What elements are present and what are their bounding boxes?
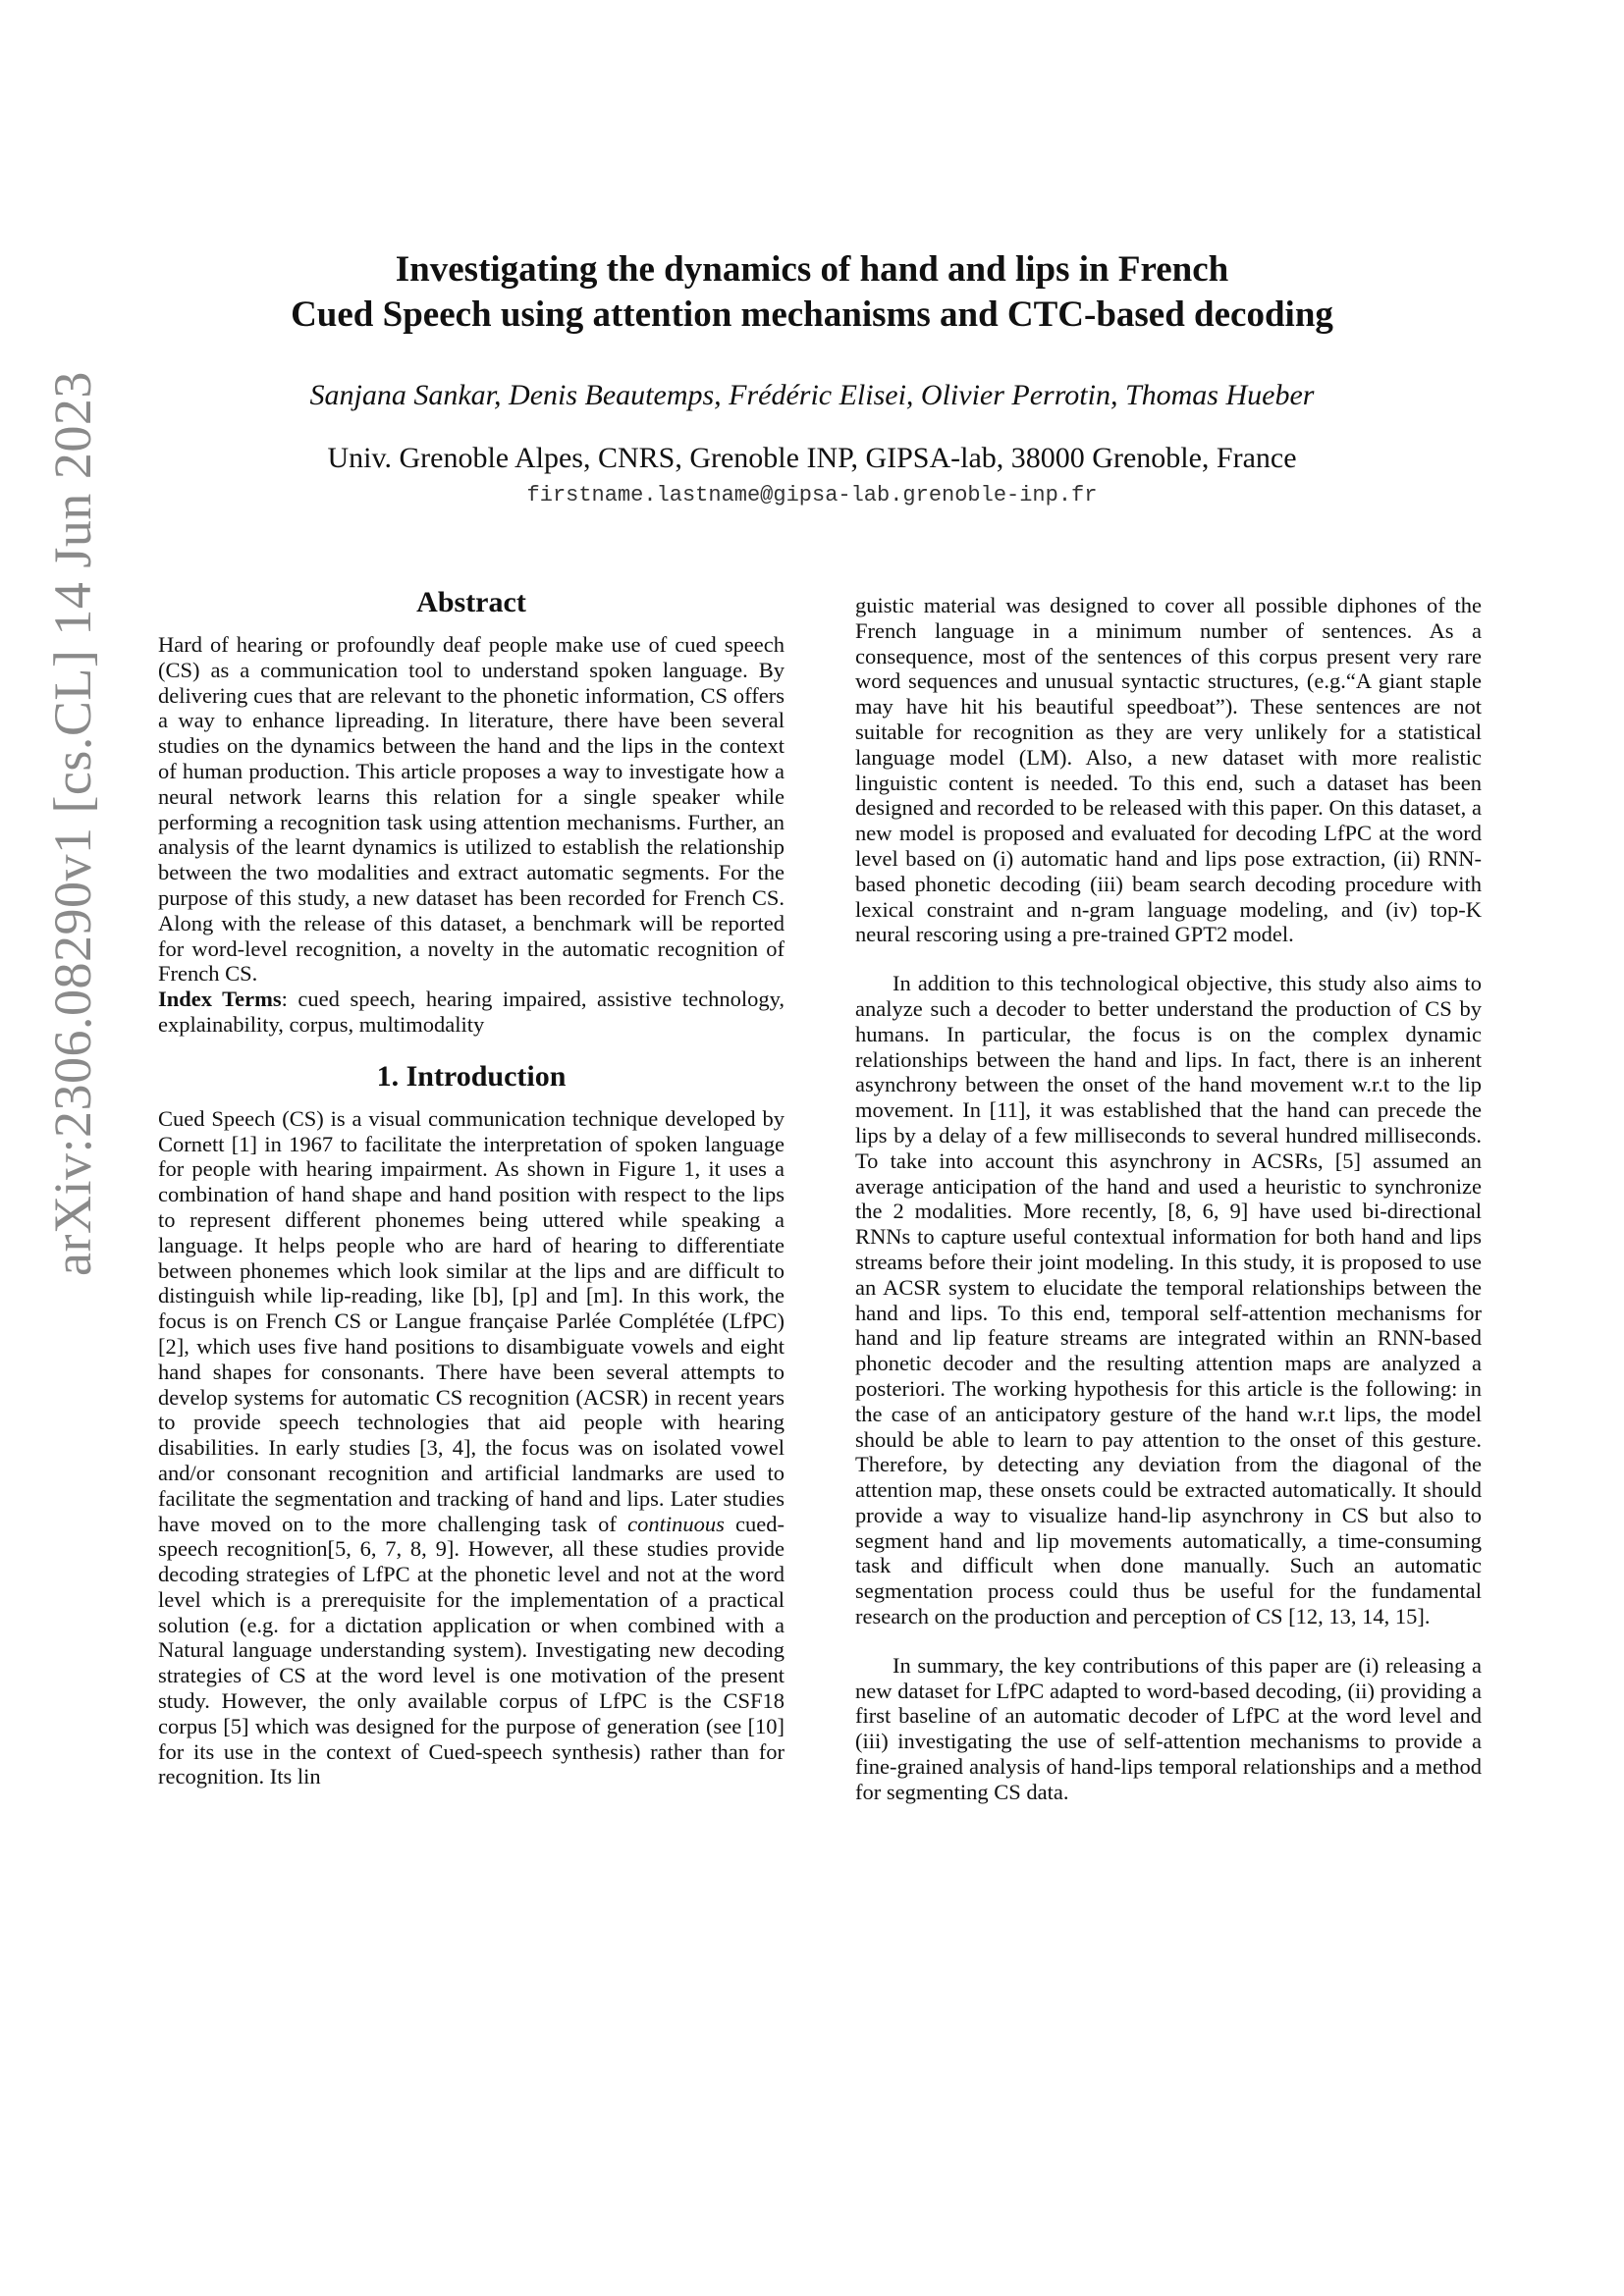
index-terms-list: : cued speech, hearing impaired, assistive technology, explainability, corpus, multimodality <box>158 987 785 1037</box>
intro-paragraph-2: In addition to this technological objective, this study also aims to analyze such a decoder to better understand the production of CS by humans. In particular, the focus is on the complex dynamic relationships between the hand and lips. In fact, there is an inherent asynchrony between the onset of the hand movement w.r.t to the lip movement. In [11], it was established that the hand can precede the lips by a delay of a few milliseconds to several hundred milliseconds. To take into account this asynchrony in ACSRs, [5] assumed an average anticipation of the hand and used a heuristic to synchronize the 2 modalities. More recently, [8, 6, 9] have used bi-directional RNNs to capture useful contextual information for both hand and lips streams before their joint modeling. In this study, it is proposed to use an ACSR system to elucidate the temporal relationships between the hand and lips. To this end, temporal self-attention mechanisms for hand and lip feature streams are integrated within an RNN-based phonetic decoder and the resulting attention maps are analyzed a posteriori. The working hypothesis for this article is the following: in the case of an anticipatory gesture of the hand w.r.t lips, the model should be able to learn to pay attention to the onset of this gesture. Therefore, by detecting any deviation from the diagonal of the attention map, these onsets could be extracted automatically. It should provide a way to visualize hand-lip asynchrony in CS but also to segment hand and lip movements automatically, a time-consuming task and difficult when done manually. Such an automatic segmentation process could thus be useful for the fundamental research on the production and perception of CS [12, 13, 14, 15]. <box>855 971 1482 1629</box>
author-list: Sanjana Sankar, Denis Beautemps, Frédéric Elisei, Olivier Perrotin, Thomas Hueber <box>309 379 1315 411</box>
abstract-text: Hard of hearing or profoundly deaf people make use of cued speech (CS) as a communication tool to understand spoken language. By delivering cues that are relevant to the phonetic information, CS offers a way to enhance lipreading. In literature, there have been several studies on the dynamics between the hand and the lips in the context of human production. This article proposes a way to investigate how a neural network learns this relation for a single speaker while performing a recognition task using attention mechanisms. Further, an analysis of the learnt dynamics is utilized to establish the relationship between the two modalities and extract automatic segments. For the purpose of this study, a new dataset has been recorded for French CS. Along with the release of this dataset, a benchmark will be reported for word-level recognition, a novelty in the automatic recognition of French CS. <box>158 632 785 987</box>
title-line-1: Investigating the dynamics of hand and lips in French <box>395 249 1229 290</box>
intro-p1-emphasis: continuous <box>627 1511 725 1536</box>
title-line-2: Cued Speech using attention mechanisms and CTC-based decoding <box>291 294 1333 335</box>
index-terms-label: Index Terms <box>158 987 282 1012</box>
paper-header <box>147 247 1477 509</box>
intro-p1-part-b: cued-speech recognition[5, 6, 7, 8, 9]. However, all these studies provide decoding strategies of LfPC at the phonetic level and not at the word level which is a prerequisite for the implementation of a practical solution (e.g. for a dictation application or when combined with a Natural language understanding system). Investigating new decoding strategies of CS at the word level is one motivation of the present study. However, the only available corpus of LfPC is the CSF18 corpus [5] which was designed for the purpose of generation (see [10] for its use in the context of Cued-speech synthesis) rather than for recognition. Its lin <box>158 1511 785 1789</box>
abstract-heading: Abstract <box>416 586 526 618</box>
intro-paragraph-3: In summary, the key contributions of this paper are (i) releasing a new dataset for LfPC adapted to word-based decoding, (ii) providing a first baseline of an automatic decoder of LfPC at the word level and (iii) investigating the use of self-attention mechanisms to provide a fine-grained analysis of hand-lips temporal relationships and a method for segmenting CS data. <box>855 1652 1482 1804</box>
affiliation: Univ. Grenoble Alpes, CNRS, Grenoble INP, GIPSA-lab, 38000 Grenoble, France <box>327 442 1297 474</box>
paper-title <box>147 247 1477 338</box>
left-column <box>158 585 785 1789</box>
arxiv-identifier: arXiv:2306.08290v1 [cs.CL] 14 Jun 2023 <box>43 371 102 1276</box>
intro-paragraph-1-continued: guistic material was designed to cover all possible diphones of the French language in a minimum number of sentences. As a consequence, most of the sentences of this corpus present very rare word sequences and unusual syntactic structures, (e.g.“A giant staple may have hit his beautiful speedboat”). These sentences are not suitable for recognition as they are very unlikely for a statistical language model (LM). Also, a new dataset with more realistic linguistic content is needed. To this end, such a dataset has been designed and recorded to be released with this paper. On this dataset, a new model is proposed and evaluated for decoding LfPC at the word level based on (i) automatic hand and lips pose extraction, (ii) RNN-based phonetic decoding (iii) beam search decoding procedure with lexical constraint and n-gram language modeling, and (iv) top-K neural rescoring using a pre-trained GPT2 model. <box>855 593 1482 947</box>
introduction-heading: 1. Introduction <box>376 1059 567 1093</box>
index-terms <box>158 987 785 1038</box>
contact-email: firstname.lastname@gipsa-lab.grenoble-inp.fr <box>526 483 1098 507</box>
right-column <box>855 593 1482 1805</box>
intro-paragraph-1 <box>158 1106 785 1790</box>
intro-p1-part-a: Cued Speech (CS) is a visual communication technique developed by Cornett [1] in 1967 to facilitate the interpretation of spoken language for people with hearing impairment. As shown in Figure 1, it uses a combination of hand shape and hand position with respect to the lips to represent different phonemes being uttered while speaking a language. It helps people who are hard of hearing to differentiate between phonemes which look similar at the lips and are difficult to distinguish while lip-reading, like [b], [p] and [m]. In this work, the focus is on French CS or Langue française Parlée Complétée (LfPC) [2], which uses five hand positions to disambiguate vowels and eight hand shapes for consonants. There have been several attempts to develop systems for automatic CS recognition (ACSR) in recent years to provide speech technologies that aid people with hearing disabilities. In early studies [3, 4], the focus was on isolated vowel and/or consonant recognition and artificial landmarks are used to facilitate the segmentation and tracking of hand and lips. Later studies have moved on to the more challenging task of <box>158 1105 785 1536</box>
